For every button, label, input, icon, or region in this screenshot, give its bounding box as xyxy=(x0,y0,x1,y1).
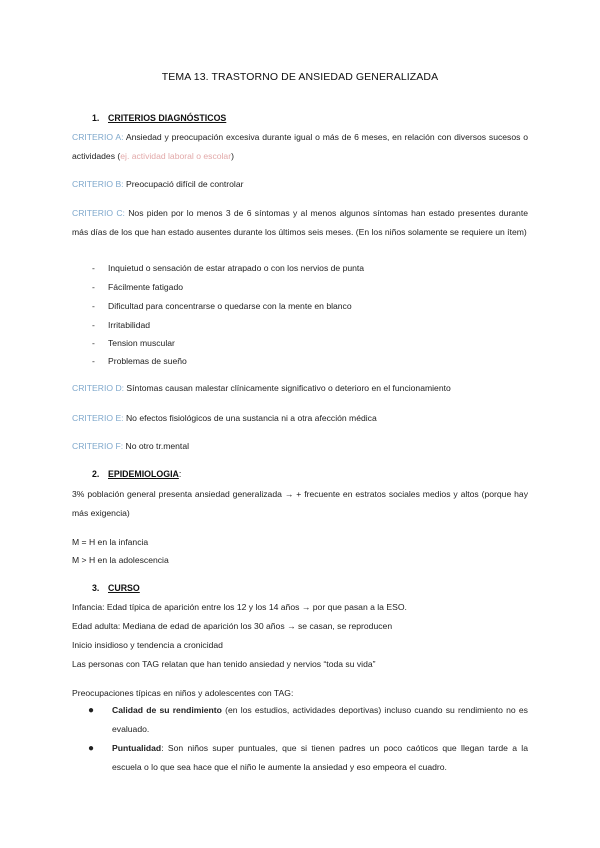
epidemiologia-adolescencia: M > H en la adolescencia xyxy=(72,555,169,565)
criterio-c-label: CRITERIO C: xyxy=(72,208,125,218)
symptom-text: Dificultad para concentrarse o quedarse con la mente en blanco xyxy=(108,301,352,311)
criterio-b-label: CRITERIO B: xyxy=(72,179,124,189)
curso-line: Edad adulta: Mediana de edad de aparición los 30 años → se casan, se reproducen xyxy=(72,621,393,631)
section-title: CURSO xyxy=(108,583,140,593)
criterio-a-text: Ansiedad y preocupación excesiva durante igual o más de 6 meses, en relación con diversos sucesos o actividades ( xyxy=(72,132,529,161)
section-number: 3. xyxy=(92,583,100,593)
criterio-f-paragraph xyxy=(72,437,528,456)
criterio-b-paragraph xyxy=(72,175,528,194)
criterio-d-label: CRITERIO D: xyxy=(72,383,125,393)
symptom-list-item: - Tension muscular xyxy=(92,338,175,348)
bullet-icon: ● xyxy=(88,705,95,716)
curso-line: Las personas con TAG relatan que han tenido ansiedad y nervios “toda su vida” xyxy=(72,659,376,669)
section-title-suffix: : xyxy=(178,469,182,479)
symptom-list-item: - Dificultad para concentrarse o quedarse con la mente en blanco xyxy=(92,301,352,311)
curso-intro: Preocupaciones típicas en niños y adolescentes con TAG: xyxy=(72,688,294,698)
criterio-d-text: Síntomas causan malestar clínicamente significativo o deterioro en el funcionamiento xyxy=(124,383,451,393)
criterio-e-text: No efectos fisiológicos de una sustancia ni a otra afección médica xyxy=(123,413,377,423)
bullet-text: : Son niños super puntuales, que si tienen padres un poco caóticos que llegan tarde a la escuela o lo que sea hace que el niño le aumente la ansiedad y eso empeora el cuadro. xyxy=(112,743,528,772)
epidemiologia-paragraph: 3% población general presenta ansiedad generalizada → + frecuente en estratos sociales medios y altos (porque hay más exigencia) xyxy=(72,489,528,518)
section-heading-epidemiologia xyxy=(92,469,181,479)
criterio-a-paragraph xyxy=(72,128,528,166)
section-number: 1. xyxy=(92,113,100,123)
criterio-a-tail: ) xyxy=(231,151,234,161)
symptom-text: Fácilmente fatigado xyxy=(108,282,183,292)
criterio-a-label: CRITERIO A: xyxy=(72,132,124,142)
section-heading-criterios xyxy=(92,113,226,123)
criterio-c-paragraph xyxy=(72,204,528,242)
criterio-f-text: No otro tr.mental xyxy=(123,441,190,451)
symptom-text: Inquietud o sensación de estar atrapado o con los nervios de punta xyxy=(108,263,365,273)
curso-line: Infancia: Edad típica de aparición entre los 12 y los 14 años → por que pasan a la ESO. xyxy=(72,602,407,612)
symptom-list-item: - Inquietud o sensación de estar atrapado o con los nervios de punta xyxy=(92,263,365,273)
symptom-text: Tension muscular xyxy=(108,338,175,348)
criterio-b-text: Preocupació difícil de controlar xyxy=(123,179,244,189)
symptom-text: Problemas de sueño xyxy=(108,356,187,366)
document-title: TEMA 13. TRASTORNO DE ANSIEDAD GENERALIZADA xyxy=(161,71,439,83)
criterio-a-example: ej. actividad laboral o escolar xyxy=(120,151,232,161)
section-title: EPIDEMIOLOGIA xyxy=(108,469,179,479)
criterio-e-paragraph xyxy=(72,409,528,428)
bullet-bold: Puntualidad xyxy=(112,743,162,753)
epidemiologia-infancia: M = H en la infancia xyxy=(72,537,149,547)
symptom-list-item: - Problemas de sueño xyxy=(92,356,187,366)
section-heading-curso xyxy=(92,583,140,593)
criterio-d-paragraph xyxy=(72,379,528,398)
bullet-text: (en los estudios, actividades deportivas) incluso cuando su rendimiento no es evaluado. xyxy=(112,705,528,734)
bullet-item xyxy=(88,739,528,777)
symptom-list-item: - Irritabilidad xyxy=(92,320,151,330)
bullet-bold: Calidad de su rendimiento xyxy=(112,705,222,715)
symptom-list-item: - Fácilmente fatigado xyxy=(92,282,183,292)
section-number: 2. xyxy=(92,469,100,479)
curso-line: Inicio insidioso y tendencia a cronicidad xyxy=(72,640,223,650)
bullet-icon: ● xyxy=(88,743,95,754)
criterio-e-label: CRITERIO E: xyxy=(72,413,124,423)
criterio-f-label: CRITERIO F: xyxy=(72,441,124,451)
section-title: CRITERIOS DIAGNÓSTICOS xyxy=(108,113,227,123)
symptom-text: Irritabilidad xyxy=(108,320,151,330)
criterio-c-text: Nos piden por lo menos 3 de 6 síntomas y al menos algunos síntomas han estado presentes durante más días de los que han estado ausentes durante los últimos seis meses. (En los niños solamente se requiere un ítem) xyxy=(72,208,528,237)
bullet-item xyxy=(88,701,528,739)
